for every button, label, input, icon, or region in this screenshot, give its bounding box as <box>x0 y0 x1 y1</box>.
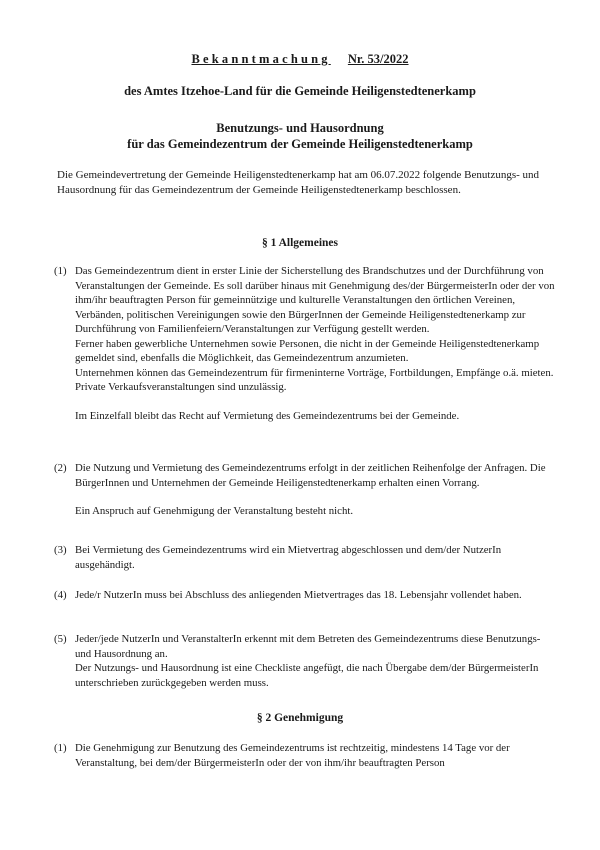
authority-subtitle: des Amtes Itzehoe-Land für die Gemeinde Heiligenstedtenerkamp <box>124 84 476 98</box>
document-title <box>0 120 600 152</box>
section-1-item-1 <box>54 264 559 423</box>
item-number: (2) <box>54 462 67 474</box>
section-1-item-2 <box>54 461 559 519</box>
item-number: (3) <box>54 544 67 556</box>
announcement-heading <box>0 52 600 67</box>
paragraph: Der Nutzungs- und Hausordnung ist eine Checkliste angefügt, die nach Übergabe dem/der BürgermeisterIn unterschrieben zurückgegeben werden muss. <box>75 662 539 689</box>
section-1-item-4 <box>54 588 559 603</box>
paragraph: Die Nutzung und Vermietung des Gemeindezentrums erfolgt in der zeitlichen Reihenfolge der Anfragen. Die BürgerInnen und Unternehmen der Gemeinde Heiligenstedtenerkamp erhalten einen Vorrang. <box>75 462 546 489</box>
paragraph: Ein Anspruch auf Genehmigung der Veranstaltung besteht nicht. <box>75 505 354 517</box>
paragraph: Jede/r NutzerIn muss bei Abschluss des anliegenden Mietvertrages das 18. Lebensjahr vollendet haben. <box>75 589 522 601</box>
section-1-heading: § 1 Allgemeines <box>261 237 339 249</box>
paragraph: Im Einzelfall bleibt das Recht auf Vermietung des Gemeindezentrums bei der Gemeinde. <box>75 409 460 422</box>
paragraph: Unternehmen können das Gemeindezentrum für firmeninterne Vorträge, Fortbildungen, Empfänge o.ä. mieten. Private Verkaufsveranstaltungen sind unzulässig. <box>75 366 554 393</box>
section-2-heading: § 2 Genehmigung <box>256 712 344 724</box>
paragraph: Das Gemeindezentrum dient in erster Linie der Sicherstellung des Brandschutzes und der Durchführung von Veranstaltungen der Gemeinde. Es soll darüber hinaus mit Genehmigung des/der BürgermeisterIn oder der von ihm/ihr beauftragten Person für gemeinnützige und kulturelle Veranstaltungen den örtlichen Vereinen, Verbänden, politischen Vereinigungen sowie den BürgerInnen der Gemeinde Heiligenstedtenerkamp zur Durchführung von Familienfeiern/Veranstaltungen zur Verfügung gestellt werden. <box>75 265 555 335</box>
item-number: (4) <box>54 589 67 601</box>
paragraph: Die Genehmigung zur Benutzung des Gemeindezentrums ist rechtzeitig, mindestens 14 Tage vor der Veranstaltung, bei dem/der BürgermeisterIn oder der von ihm/ihr beauftragten Person <box>75 742 510 769</box>
item-number: (5) <box>54 633 67 645</box>
announcement-label: Bekanntmachung <box>191 52 331 66</box>
intro-paragraph: Die Gemeindevertretung der Gemeinde Heiligenstedtenerkamp hat am 06.07.2022 folgende Benutzungs- und Hausordnung für das Gemeindezentrum der Gemeinde Heiligenstedtenerkamp beschlossen. <box>57 169 540 196</box>
announcement-number: Nr. 53/2022 <box>347 52 409 66</box>
paragraph: Bei Vermietung des Gemeindezentrums wird ein Mietvertrag abgeschlossen und dem/der NutzerIn ausgehändigt. <box>75 544 502 571</box>
item-number: (1) <box>54 742 67 754</box>
section-1-item-5 <box>54 632 559 690</box>
paragraph: Ferner haben gewerbliche Unternehmen sowie Personen, die nicht in der Gemeinde Heiligenstedtenerkamp gemeldet sind, ebenfalls die Möglichkeit, das Gemeindezentrum anzumieten. <box>75 337 540 364</box>
section-2-item-1 <box>54 741 559 770</box>
paragraph: Jeder/jede NutzerIn und VeranstalterIn erkennt mit dem Betreten des Gemeindezentrums diese Benutzungs- und Hausordnung an. <box>75 633 541 660</box>
document-title-line-1: Benutzungs- und Hausordnung <box>216 121 384 135</box>
section-1-item-3 <box>54 543 559 572</box>
item-number: (1) <box>54 265 67 277</box>
document-title-line-2: für das Gemeindezentrum der Gemeinde Heiligenstedtenerkamp <box>127 137 473 151</box>
